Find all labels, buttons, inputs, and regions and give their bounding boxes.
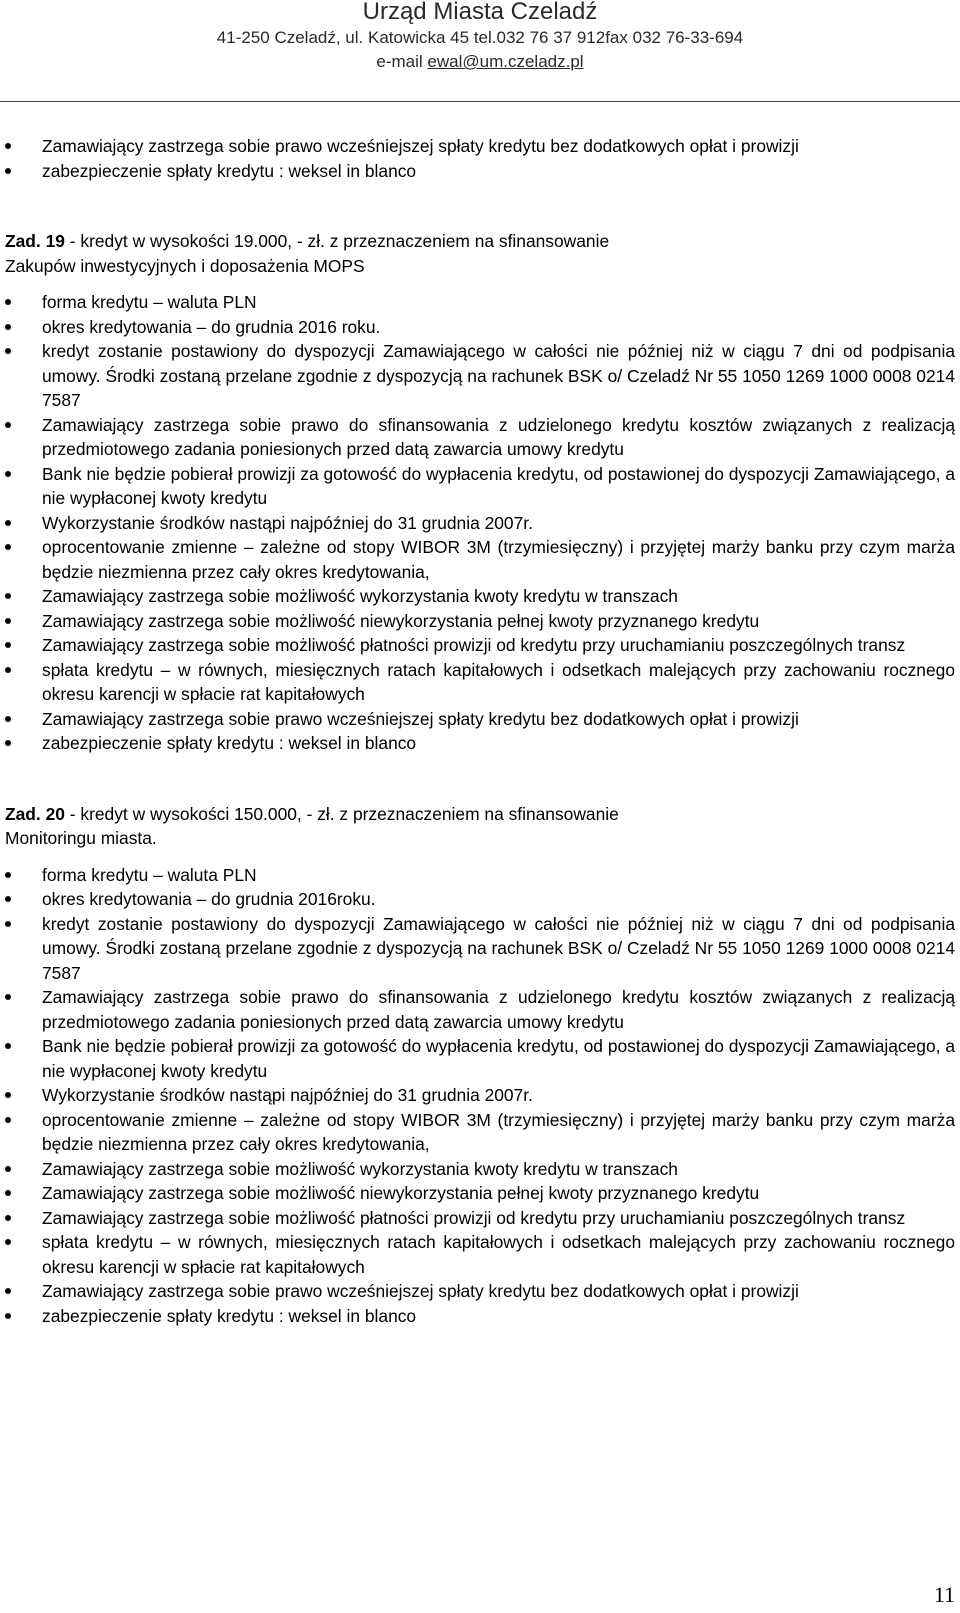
list-item: Zamawiający zastrzega sobie możliwość wykorzystania kwoty kredytu w transzach [5, 1157, 955, 1182]
list-item: kredyt zostanie postawiony do dyspozycji Zamawiającego w całości nie później niż w ciągu 7 dni od podpisania umowy. Środki zostaną przelane zgodnie z dyspozycją na rachunek BSK o/ Czeladź Nr 55 1050 1269 1000 0008 0214 7587 [5, 339, 955, 413]
list-item: kredyt zostanie postawiony do dyspozycji Zamawiającego w całości nie później niż w ciągu 7 dni od podpisania umowy. Środki zostaną przelane zgodnie z dyspozycją na rachunek BSK o/ Czeladź Nr 55 1050 1269 1000 0008 0214 7587 [5, 912, 955, 986]
list-item: Zamawiający zastrzega sobie możliwość niewykorzystania pełnej kwoty przyznanego kredytu [5, 609, 955, 634]
page-header [0, 0, 960, 101]
list-item: zabezpieczenie spłaty kredytu : weksel in blanco [5, 731, 955, 756]
email-link[interactable]: ewal@um.czeladz.pl [427, 52, 584, 71]
list-item: Zamawiający zastrzega sobie możliwość wykorzystania kwoty kredytu w transzach [5, 584, 955, 609]
section-heading: Zad. 20 - kredyt w wysokości 150.000, - zł. z przeznaczeniem na sfinansowanie Monitoringu miasta. [5, 803, 619, 848]
list-item: Bank nie będzie pobierał prowizji za gotowość do wypłacenia kredytu, od postawionej do dyspozycji Zamawiającego, a nie wypłaconej kwoty kredytu [5, 1034, 955, 1083]
list-item: zabezpieczenie spłaty kredytu : weksel in blanco [5, 159, 955, 184]
list-item: okres kredytowania – do grudnia 2016roku. [5, 887, 955, 912]
list-item: okres kredytowania – do grudnia 2016 roku. [5, 315, 955, 340]
list-item: Zamawiający zastrzega sobie prawo wcześniejszej spłaty kredytu bez dodatkowych opłat i prowizji [5, 134, 955, 159]
list-item: Zamawiający zastrzega sobie możliwość płatności prowizji od kredytu przy uruchamianiu poszczególnych transz [5, 633, 955, 658]
list-item: Zamawiający zastrzega sobie prawo wcześniejszej spłaty kredytu bez dodatkowych opłat i prowizji [5, 707, 955, 732]
list-item: Wykorzystanie środków nastąpi najpóźniej do 31 grudnia 2007r. [5, 511, 955, 536]
list-item: Zamawiający zastrzega sobie możliwość płatności prowizji od kredytu przy uruchamianiu poszczególnych transz [5, 1206, 955, 1231]
office-name: Urząd Miasta Czeladź [362, 0, 598, 25]
list-item: Bank nie będzie pobierał prowizji za gotowość do wypłacenia kredytu, od postawionej do dyspozycji Zamawiającego, a nie wypłaconej kwoty kredytu [5, 462, 955, 511]
list-item: oprocentowanie zmienne – zależne od stopy WIBOR 3M (trzymiesięczny) i przyjętej marży banku przy czym marża będzie niezmienna przez cały okres kredytowania, [5, 535, 955, 584]
section-heading: Zad. 19 - kredyt w wysokości 19.000, - zł. z przeznaczeniem na sfinansowanie Zakupów inwestycyjnych i doposażenia MOPS [5, 231, 610, 276]
list-item: forma kredytu – waluta PLN [5, 863, 955, 888]
list-item: oprocentowanie zmienne – zależne od stopy WIBOR 3M (trzymiesięczny) i przyjętej marży banku przy czym marża będzie niezmienna przez cały okres kredytowania, [5, 1108, 955, 1157]
page-number: 11 [933, 1582, 955, 1607]
office-address: 41-250 Czeladź, ul. Katowicka 45 tel.032 76 37 912fax 032 76-33-694 [216, 28, 744, 47]
section-zad-19 [5, 229, 955, 756]
list-item: Zamawiający zastrzega sobie prawo wcześniejszej spłaty kredytu bez dodatkowych opłat i prowizji [5, 1279, 955, 1304]
section-list [5, 290, 955, 756]
email-label: e-mail [376, 52, 428, 71]
header-divider [0, 101, 960, 102]
section-zad-20 [5, 802, 955, 1329]
list-item: Zamawiający zastrzega sobie możliwość niewykorzystania pełnej kwoty przyznanego kredytu [5, 1181, 955, 1206]
list-item: Wykorzystanie środków nastąpi najpóźniej do 31 grudnia 2007r. [5, 1083, 955, 1108]
office-email-line [0, 50, 960, 74]
intro-list [5, 134, 955, 183]
list-item: zabezpieczenie spłaty kredytu : weksel in blanco [5, 1304, 955, 1329]
list-item: spłata kredytu – w równych, miesięcznych ratach kapitałowych i odsetkach malejących przy zachowaniu rocznego okresu karencji w spłacie rat kapitałowych [5, 1230, 955, 1279]
section-list [5, 863, 955, 1329]
section-label: Zad. 19 [5, 231, 65, 251]
document-body [5, 134, 955, 1328]
list-item: spłata kredytu – w równych, miesięcznych ratach kapitałowych i odsetkach malejących przy zachowaniu rocznego okresu karencji w spłacie rat kapitałowych [5, 658, 955, 707]
list-item: Zamawiający zastrzega sobie prawo do sfinansowania z udzielonego kredytu kosztów związanych z realizacją przedmiotowego zadania poniesionych przed datą zawarcia umowy kredytu [5, 413, 955, 462]
list-item: Zamawiający zastrzega sobie prawo do sfinansowania z udzielonego kredytu kosztów związanych z realizacją przedmiotowego zadania poniesionych przed datą zawarcia umowy kredytu [5, 985, 955, 1034]
section-label: Zad. 20 [5, 803, 65, 824]
list-item: forma kredytu – waluta PLN [5, 290, 955, 315]
